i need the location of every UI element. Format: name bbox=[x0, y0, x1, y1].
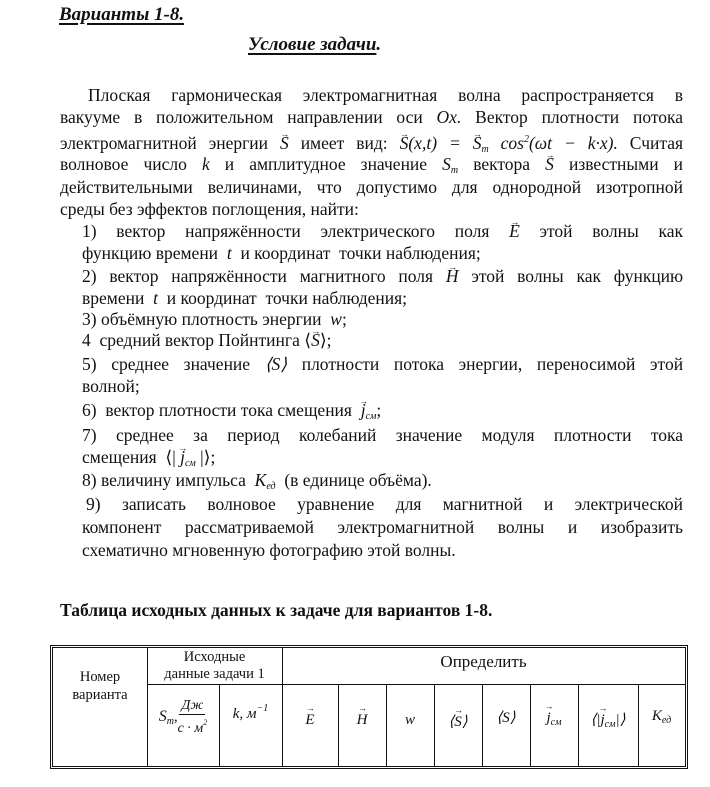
col-sm-unit: $S_m$, $\frac{Дж}{с \cdot м^2}$ bbox=[158, 698, 208, 736]
header-source bbox=[147, 649, 282, 683]
intro-line-2 bbox=[60, 106, 683, 128]
header-source-line-2: данные задачи 1 bbox=[164, 666, 265, 682]
word: распространяется bbox=[521, 85, 654, 105]
row-divider bbox=[147, 684, 685, 685]
word: и bbox=[224, 154, 235, 174]
word: волновое bbox=[60, 154, 129, 174]
item-number: 7) bbox=[82, 425, 97, 445]
amplitude-sm: $S_m$ bbox=[442, 154, 459, 176]
word: Считая bbox=[629, 133, 684, 153]
intro-line-5: действительными величинами, что допустимо для однородной изотропной bbox=[60, 177, 683, 197]
word: электромагнитная bbox=[302, 85, 438, 105]
condition-heading-period: . bbox=[376, 34, 382, 55]
word: число bbox=[143, 154, 187, 174]
col-k-unit: k, $м^{-1}$ bbox=[232, 703, 269, 722]
item-9-line-2: компонент рассматриваемой электромагнитной волны и изобразить bbox=[82, 517, 683, 537]
word: Плоская bbox=[88, 85, 151, 105]
item-number: 9) bbox=[86, 494, 101, 514]
item-9-line-1: 9) записать волновое уравнение для магнитной и электрической bbox=[86, 494, 684, 514]
word: волна bbox=[458, 85, 501, 105]
col-divider bbox=[219, 684, 220, 766]
word: известными bbox=[568, 154, 659, 174]
col-e-vector: → E bbox=[282, 712, 338, 729]
header-variant-line-1: Номер bbox=[79, 669, 121, 685]
item-9-line-3: схематично мгновенную фотографию этой волны. bbox=[82, 540, 456, 560]
item-2-line-2: времени t и координат точки наблюдения; bbox=[82, 288, 408, 308]
word: и bbox=[673, 154, 684, 174]
item-7-line-1: 7) среднее за период колебаний значение модуля плотности тока bbox=[82, 425, 684, 445]
item-number: 8) bbox=[82, 470, 97, 490]
item-1-line-1: 1) вектор напряжённости электрического поля → E этой волны как bbox=[82, 220, 683, 242]
item-number: 1) bbox=[82, 221, 97, 241]
item-5-line-2: волной; bbox=[82, 376, 140, 396]
intro-line-6: среды без эффектов поглощения, найти: bbox=[60, 199, 359, 219]
item-2-line-1: 2) вектор напряжённости магнитного поля → H этой волны как функцию bbox=[82, 265, 683, 287]
col-h-vector: → H bbox=[338, 712, 386, 729]
item-number: 6) bbox=[82, 400, 97, 420]
col-j-displacement: → $j_{см}$ bbox=[530, 710, 578, 728]
word: энергии bbox=[208, 133, 269, 153]
text: имеет вид: bbox=[300, 133, 388, 153]
item-number: 2) bbox=[82, 266, 97, 286]
variants-heading: Варианты 1-8. bbox=[59, 4, 185, 25]
wavenumber-k: k bbox=[201, 154, 210, 174]
vector-e-symbol: → E bbox=[509, 220, 520, 242]
col-mean-abs-j: ⟨|→ $j_{см}|⟩$ bbox=[578, 710, 638, 730]
intro-line-1 bbox=[88, 84, 683, 106]
col-k-momentum: $K_{ед}$ bbox=[651, 708, 672, 726]
word: в bbox=[674, 85, 684, 105]
word: электромагнитной bbox=[60, 133, 197, 153]
item-8: 8) величину импульса $K_{ед}$ (в единице объёма). bbox=[82, 470, 432, 492]
axis-ox: Ox. bbox=[436, 107, 462, 127]
item-4: 4 средний вектор Пойнтинга ⟨→ S⟩; bbox=[82, 329, 683, 351]
vector-s-symbol: → S bbox=[545, 153, 554, 175]
col-w: w bbox=[404, 712, 415, 728]
vector-h-symbol: → H bbox=[446, 265, 459, 287]
text: Вектор плотности потока bbox=[475, 107, 684, 127]
header-variant-line-2: варианта bbox=[72, 687, 128, 703]
word: значение bbox=[360, 154, 428, 174]
data-table bbox=[50, 645, 688, 769]
item-3: 3) объёмную плотность энергии w; bbox=[82, 309, 347, 329]
header-variant bbox=[53, 668, 147, 704]
table-title: Таблица исходных данных к задаче для вариантов 1-8. bbox=[60, 600, 493, 620]
header-determine: Определить bbox=[440, 652, 527, 671]
item-number: 5) bbox=[82, 354, 97, 374]
header-source-line-1: Исходные bbox=[183, 649, 246, 665]
item-7-line-2: смещения ⟨| → $j_{см}$ |⟩; bbox=[82, 446, 683, 475]
item-6: 6) вектор плотности тока смещения → $j_{см}$; bbox=[82, 399, 683, 428]
poynting-formula: → S(x,t) = → $S_m$ $\cos^2(\omega t - k\cdot x)$. bbox=[400, 133, 618, 153]
vector-s-symbol: → S bbox=[280, 132, 289, 154]
item-1-line-2: функцию времени t и координат точки наблюдения; bbox=[82, 243, 481, 263]
word: вектора bbox=[473, 154, 531, 174]
item-number: 4 bbox=[82, 330, 91, 350]
col-mean-s: ⟨S⟩ bbox=[496, 710, 516, 726]
item-number: 3) bbox=[82, 309, 97, 329]
item-5-line-1: 5) среднее значение ⟨S⟩ плотности потока энергии, переносимой этой bbox=[82, 354, 684, 374]
condition-heading bbox=[248, 34, 381, 56]
text: вакууме в положительном направлении оси bbox=[60, 107, 423, 127]
word: амплитудное bbox=[249, 154, 346, 174]
col-mean-s-vector: ⟨→ S⟩ bbox=[434, 712, 482, 731]
condition-heading-text: Условие задачи bbox=[248, 34, 377, 55]
word: гармоническая bbox=[171, 85, 282, 105]
